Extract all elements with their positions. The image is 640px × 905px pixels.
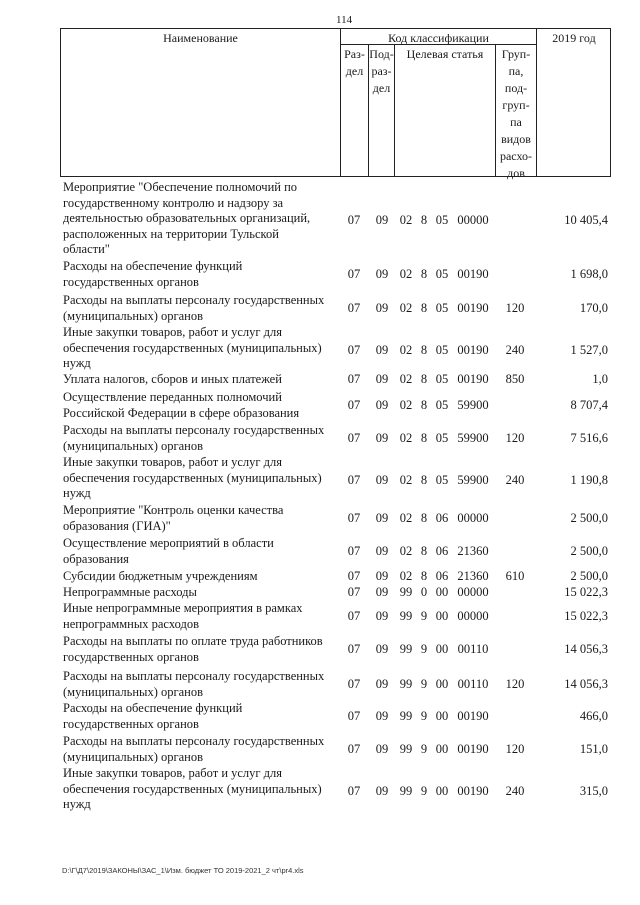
row-name	[63, 601, 341, 632]
cell-vid: 120	[505, 676, 525, 691]
cell-sum: 14 056,3	[564, 641, 608, 656]
cell-razd: 07	[347, 569, 361, 583]
cell-t2: 8	[420, 472, 428, 487]
row-name-line: Осуществление переданных полномочий	[63, 390, 282, 404]
cell-sum: 14 056,3	[564, 676, 608, 691]
cell-sum: 2 500,0	[570, 543, 608, 558]
cell-t4: 59900	[457, 430, 489, 445]
cell-t4: 00190	[457, 708, 489, 723]
cell-t1: 99	[399, 708, 413, 723]
row-name	[63, 766, 341, 813]
cell-sum: 170,0	[579, 300, 608, 315]
table-row	[60, 585, 615, 601]
row-name-line: Расходы на выплаты персоналу государственных	[63, 423, 325, 437]
row-name	[63, 669, 341, 700]
cell-t3: 00	[435, 608, 449, 623]
cell-podr: 09	[375, 608, 389, 623]
row-name	[63, 259, 341, 290]
table-row	[60, 423, 615, 454]
cell-t1: 99	[399, 585, 413, 599]
row-name-line: обеспечения государственных (муниципальных)	[63, 340, 322, 355]
table-row	[60, 293, 615, 324]
row-name-line: государственных органов	[63, 274, 199, 289]
row-name-line: государственных органов	[63, 649, 199, 664]
table-row	[60, 455, 615, 502]
header-name: Наименование	[163, 31, 238, 45]
cell-t4: 21360	[457, 569, 489, 583]
cell-podr: 09	[375, 397, 389, 412]
row-name-line: Иные закупки товаров, работ и услуг для	[63, 766, 283, 780]
cell-t3: 00	[435, 676, 449, 691]
cell-t2: 8	[420, 397, 428, 412]
row-name-line: (муниципальных) органов	[63, 438, 204, 453]
cell-t1: 99	[399, 676, 413, 691]
cell-sum: 1,0	[592, 372, 608, 386]
cell-t4: 00190	[457, 372, 489, 386]
cell-t4: 00190	[457, 266, 489, 281]
cell-razd: 07	[347, 430, 361, 445]
cell-vid: 850	[505, 372, 525, 386]
cell-podr: 09	[375, 585, 389, 599]
row-name-line: Иные закупки товаров, работ и услуг для	[63, 325, 283, 339]
header-razdel: Раз- дел	[344, 47, 365, 78]
cell-razd: 07	[347, 472, 361, 487]
cell-t3: 00	[435, 708, 449, 723]
row-name	[63, 423, 341, 454]
cell-t1: 02	[399, 213, 413, 227]
row-name	[63, 734, 341, 765]
row-name	[63, 536, 341, 567]
cell-podr: 09	[375, 569, 389, 583]
table-row	[60, 536, 615, 567]
cell-t3: 05	[435, 397, 449, 412]
cell-t1: 99	[399, 641, 413, 656]
table-row	[60, 390, 615, 421]
cell-podr: 09	[375, 430, 389, 445]
row-name	[63, 180, 341, 258]
row-name-line: расположенных на территории Тульской	[63, 226, 279, 241]
row-name-line: непрограммных расходов	[63, 616, 199, 631]
cell-sum: 1 698,0	[570, 266, 608, 281]
cell-t3: 00	[435, 585, 449, 599]
row-name-line: деятельностью образовательных организаций,	[63, 211, 311, 225]
row-name-line: Расходы на обеспечение функций	[63, 259, 243, 273]
table-row	[60, 325, 615, 372]
cell-podr: 09	[375, 213, 389, 227]
cell-t4: 00110	[457, 676, 489, 691]
row-name	[63, 569, 341, 585]
cell-sum: 10 405,4	[564, 213, 608, 227]
row-name-line: Расходы на выплаты персоналу государственных	[63, 734, 325, 748]
row-name-line: образования (ГИА)"	[63, 518, 171, 533]
row-name-line: Расходы на выплаты персоналу государственных	[63, 293, 325, 307]
cell-razd: 07	[347, 708, 361, 723]
row-name	[63, 701, 341, 732]
cell-podr: 09	[375, 543, 389, 558]
table-row	[60, 259, 615, 290]
cell-t4: 00000	[457, 608, 489, 623]
row-name-line: Расходы на выплаты персоналу государственных	[63, 669, 325, 683]
cell-t2: 8	[420, 213, 428, 227]
table-row	[60, 734, 615, 765]
cell-t1: 02	[399, 300, 413, 315]
cell-t3: 06	[435, 569, 449, 583]
cell-t2: 9	[420, 708, 428, 723]
cell-t3: 05	[435, 472, 449, 487]
row-name	[63, 585, 341, 601]
cell-razd: 07	[347, 300, 361, 315]
cell-t1: 02	[399, 510, 413, 525]
row-name-line: государственных органов	[63, 716, 199, 731]
cell-t4: 00000	[457, 585, 489, 599]
cell-razd: 07	[347, 585, 361, 599]
row-name-line: обеспечения государственных (муниципальных)	[63, 781, 322, 796]
cell-t4: 00190	[457, 342, 489, 357]
header-podrazdel: Под- раз- дел	[369, 47, 394, 95]
cell-t4: 21360	[457, 543, 489, 558]
cell-podr: 09	[375, 510, 389, 525]
cell-sum: 7 516,6	[570, 430, 608, 445]
cell-t3: 05	[435, 213, 449, 227]
table-header	[60, 28, 611, 180]
row-name-line: (муниципальных) органов	[63, 684, 204, 699]
cell-sum: 15 022,3	[564, 585, 608, 599]
cell-sum: 8 707,4	[570, 397, 608, 412]
row-name-line: Иные закупки товаров, работ и услуг для	[63, 455, 283, 469]
cell-podr: 09	[375, 783, 389, 798]
cell-podr: 09	[375, 708, 389, 723]
row-name-line: (муниципальных) органов	[63, 749, 204, 764]
cell-razd: 07	[347, 783, 361, 798]
cell-razd: 07	[347, 342, 361, 357]
cell-podr: 09	[375, 741, 389, 756]
cell-vid: 120	[505, 741, 525, 756]
header-year: 2019 год	[552, 31, 596, 45]
row-name	[63, 293, 341, 324]
cell-t2: 8	[420, 342, 428, 357]
table-row	[60, 669, 615, 700]
row-name-line: области"	[63, 242, 110, 256]
row-name-line: Расходы на выплаты по оплате труда работников	[63, 634, 323, 648]
cell-t1: 99	[399, 783, 413, 798]
cell-vid: 120	[505, 300, 525, 315]
page-number: 114	[336, 14, 353, 26]
cell-razd: 07	[347, 676, 361, 691]
row-name	[63, 455, 341, 502]
row-name	[63, 634, 341, 665]
cell-t4: 00190	[457, 741, 489, 756]
cell-t3: 05	[435, 300, 449, 315]
table-row	[60, 601, 615, 632]
cell-t3: 05	[435, 266, 449, 281]
cell-razd: 07	[347, 213, 361, 227]
row-name-line: Уплата налогов, сборов и иных платежей	[63, 372, 282, 386]
cell-t3: 00	[435, 641, 449, 656]
row-name-line: Иные непрограммные мероприятия в рамках	[63, 601, 303, 615]
cell-t2: 8	[420, 543, 428, 558]
cell-podr: 09	[375, 676, 389, 691]
cell-t4: 00110	[457, 641, 489, 656]
cell-t2: 9	[420, 641, 428, 656]
cell-podr: 09	[375, 372, 389, 386]
row-name-line: Мероприятие "Обеспечение полномочий по	[63, 180, 298, 194]
row-name-line: обеспечения государственных (муниципальных)	[63, 470, 322, 485]
cell-t2: 9	[420, 608, 428, 623]
table-row	[60, 569, 615, 585]
cell-podr: 09	[375, 472, 389, 487]
cell-t2: 8	[420, 266, 428, 281]
table-row	[60, 634, 615, 665]
cell-t4: 00190	[457, 783, 489, 798]
row-name-line: образования	[63, 551, 129, 566]
cell-t3: 05	[435, 342, 449, 357]
row-name-line: нужд	[63, 356, 91, 370]
row-name-line: государственному контролю и надзору за	[63, 195, 284, 210]
cell-t2: 8	[420, 300, 428, 315]
cell-t2: 0	[420, 585, 428, 599]
cell-t3: 05	[435, 430, 449, 445]
cell-t2: 9	[420, 741, 428, 756]
cell-t4: 00190	[457, 300, 489, 315]
cell-t1: 02	[399, 543, 413, 558]
cell-sum: 2 500,0	[570, 569, 608, 583]
cell-razd: 07	[347, 510, 361, 525]
cell-t1: 99	[399, 741, 413, 756]
cell-razd: 07	[347, 608, 361, 623]
cell-razd: 07	[347, 641, 361, 656]
table-row	[60, 503, 615, 534]
cell-podr: 09	[375, 266, 389, 281]
header-vid: Груп- па, под- груп- па видов расхо- дов	[499, 47, 533, 180]
cell-t3: 06	[435, 543, 449, 558]
cell-t1: 99	[399, 608, 413, 623]
table-row	[60, 701, 615, 732]
cell-razd: 07	[347, 372, 361, 386]
cell-razd: 07	[347, 397, 361, 412]
table-row	[60, 180, 615, 258]
cell-t2: 8	[420, 430, 428, 445]
row-name-line: Субсидии бюджетным учреждениям	[63, 569, 258, 583]
cell-podr: 09	[375, 300, 389, 315]
cell-t1: 02	[399, 569, 413, 583]
cell-t3: 05	[435, 372, 449, 386]
file-path-footer: D:\Г\Д7\2019\ЗАКОНЫ\ЗАС_1\Изм. бюджет ТО 2019-2021_2 чт\pr4.xls	[62, 866, 304, 875]
cell-t1: 02	[399, 266, 413, 281]
cell-razd: 07	[347, 741, 361, 756]
cell-t1: 02	[399, 397, 413, 412]
row-name	[63, 372, 341, 388]
row-name-line: Непрограммные расходы	[63, 585, 197, 599]
row-name-line: Осуществление мероприятий в области	[63, 536, 274, 550]
cell-t4: 00000	[457, 213, 489, 227]
cell-t3: 00	[435, 741, 449, 756]
cell-sum: 15 022,3	[564, 608, 608, 623]
cell-vid: 240	[505, 472, 525, 487]
cell-t3: 06	[435, 510, 449, 525]
cell-vid: 240	[505, 783, 525, 798]
cell-t2: 8	[420, 510, 428, 525]
row-name	[63, 390, 341, 421]
cell-vid: 120	[505, 430, 525, 445]
row-name-line: нужд	[63, 797, 91, 811]
cell-razd: 07	[347, 543, 361, 558]
table-row	[60, 372, 615, 388]
header-target: Целевая статья	[406, 47, 484, 61]
cell-sum: 466,0	[579, 708, 608, 723]
cell-t4: 00000	[457, 510, 489, 525]
cell-vid: 240	[505, 342, 525, 357]
row-name	[63, 325, 341, 372]
cell-t4: 59900	[457, 397, 489, 412]
row-name-line: Российской Федерации в сфере образования	[63, 405, 300, 420]
table-row	[60, 766, 615, 813]
cell-podr: 09	[375, 342, 389, 357]
cell-sum: 2 500,0	[570, 510, 608, 525]
cell-sum: 151,0	[579, 741, 608, 756]
cell-razd: 07	[347, 266, 361, 281]
cell-t3: 00	[435, 783, 449, 798]
header-code-group: Код классификации	[388, 31, 489, 45]
cell-t1: 02	[399, 342, 413, 357]
cell-t2: 9	[420, 676, 428, 691]
cell-t2: 8	[420, 569, 428, 583]
row-name-line: Расходы на обеспечение функций	[63, 701, 243, 715]
cell-t2: 8	[420, 372, 428, 386]
row-name-line: (муниципальных) органов	[63, 308, 204, 323]
cell-t1: 02	[399, 372, 413, 386]
cell-t1: 02	[399, 430, 413, 445]
row-name-line: Мероприятие "Контроль оценки качества	[63, 503, 284, 517]
cell-vid: 610	[505, 569, 525, 583]
cell-sum: 315,0	[579, 783, 608, 798]
cell-t4: 59900	[457, 472, 489, 487]
row-name-line: нужд	[63, 486, 91, 500]
row-name	[63, 503, 341, 534]
cell-t1: 02	[399, 472, 413, 487]
cell-sum: 1 527,0	[570, 342, 608, 357]
cell-t2: 9	[420, 783, 428, 798]
cell-sum: 1 190,8	[570, 472, 608, 487]
cell-podr: 09	[375, 641, 389, 656]
